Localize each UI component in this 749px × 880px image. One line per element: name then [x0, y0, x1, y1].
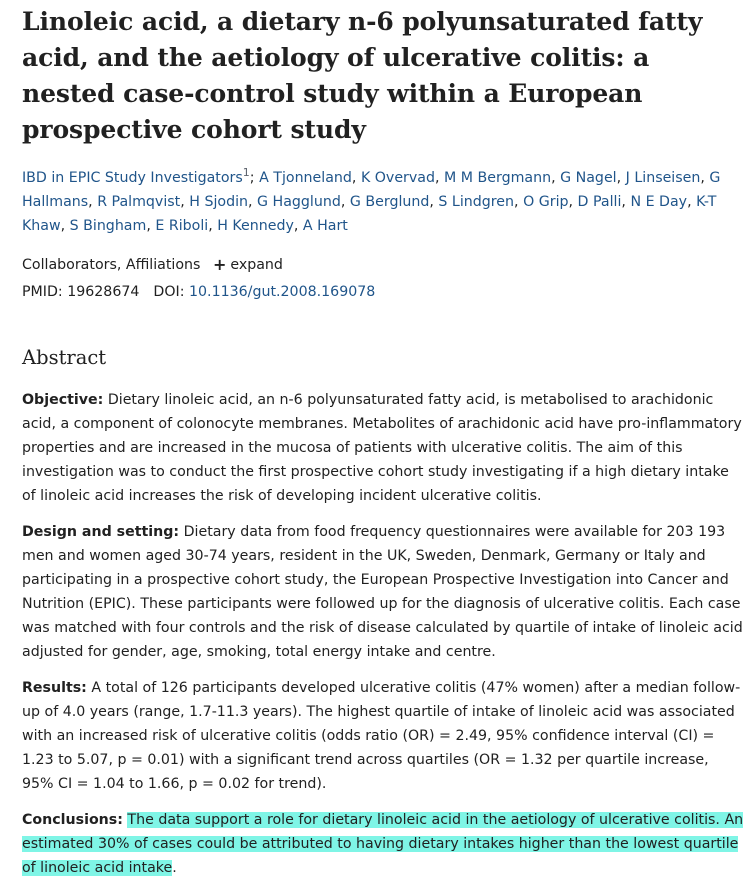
results-label: Results:	[22, 680, 87, 697]
author-list	[22, 166, 734, 238]
results-text: A total of 126 participants developed ulcerative colitis (47% women) after a median follow-up of 4.0 years (range, 1.7-11.3 years). The highest quartile of intake of linoleic acid was associated with an increased risk of ulcerative colitis (odds ratio (OR) = 2.49, 95% confidence interval (CI) = 1.23 to 5.07, p = 0.01) with a significant trend across quartiles (OR = 1.32 per quartile increase, 95% CI = 1.04 to 1.66, p = 0.02 for trend).	[22, 680, 741, 793]
author-comma: ,	[435, 170, 445, 186]
collaborators-row	[22, 252, 742, 277]
author-link[interactable]: G Hallmans	[22, 170, 721, 210]
author-link[interactable]: A Tjonneland	[259, 170, 352, 186]
author-link[interactable]: K-T Khaw	[22, 194, 717, 234]
design-text: Dietary data from food frequency questionnaires were available for 203 193 men and women aged 30-74 years, resident in the UK, Sweden, Denmark, Germany or Italy and participating in a prospective cohort study, the European Prospective Investigation into Cancer and Nutrition (EPIC). These participants were followed up for the diagnosis of ulcerative colitis. Each case was matched with four controls and the risk of disease calculated by quartile of intake of linoleic acid adjusted for gender, age, smoking, total energy intake and centre.	[22, 524, 743, 661]
pmid-label: PMID:	[22, 284, 63, 300]
author-comma: ,	[700, 170, 710, 186]
author-separator: ;	[249, 170, 255, 186]
author-link[interactable]: R Palmqvist	[97, 194, 181, 210]
pmid-value: 19628674	[67, 284, 140, 300]
conclusions-highlighted-text: The data support a role for dietary linoleic acid in the aetiology of ulcerative colitis. An estimated 30% of cases could be attributed to having dietary intakes higher than the lowest quartile of linoleic acid intake	[22, 812, 744, 877]
plus-icon: +	[212, 255, 227, 274]
author-link[interactable]: G Nagel	[560, 170, 617, 186]
objective-label: Objective:	[22, 392, 104, 409]
author-link[interactable]: O Grip	[523, 194, 569, 210]
article-page	[22, 0, 742, 880]
author-comma: ,	[293, 218, 303, 234]
author-comma: ,	[616, 170, 626, 186]
author-link[interactable]: H Sjodin	[189, 194, 249, 210]
author-comma: ,	[146, 218, 156, 234]
author-link[interactable]: S Lindgren	[438, 194, 515, 210]
author-link[interactable]: J Linseisen	[625, 170, 701, 186]
objective-text: Dietary linoleic acid, an n-6 polyunsaturated fatty acid, is metabolised to arachidonic acid, a component of colonocyte membranes. Metabolites of arachidonic acid have pro-inflammatory properties and are increased in the mucosa of patients with ulcerative colitis. The aim of this investigation was to conduct the first prospective cohort study investigating if a high dietary intake of linoleic acid increases the risk of developing incident ulcerative colitis.	[22, 392, 742, 505]
author-comma: ,	[248, 194, 258, 210]
author-comma: ,	[340, 194, 350, 210]
author-comma: ,	[88, 194, 98, 210]
conclusions-trailing: .	[172, 860, 177, 877]
design-label: Design and setting:	[22, 524, 180, 541]
conclusions-label: Conclusions:	[22, 812, 123, 829]
author-link[interactable]: H Kennedy	[217, 218, 294, 234]
author-comma: ,	[351, 170, 361, 186]
author-comma: ,	[180, 194, 190, 210]
author-link[interactable]: A Hart	[302, 218, 348, 234]
author-comma: ,	[429, 194, 439, 210]
expand-button[interactable]	[213, 252, 283, 277]
author-link[interactable]: G Berglund	[349, 194, 430, 210]
doi-label: DOI:	[153, 284, 185, 300]
abstract-heading: Abstract	[22, 346, 107, 369]
author-link[interactable]: G Hagglund	[257, 194, 341, 210]
author-link[interactable]: N E Day	[630, 194, 688, 210]
collaborators-affiliations-label: Collaborators, Affiliations	[22, 257, 201, 273]
author-link[interactable]: D Palli	[577, 194, 622, 210]
affiliation-marker[interactable]: 1	[242, 166, 250, 179]
author-comma: ,	[551, 170, 561, 186]
author-comma: ,	[208, 218, 218, 234]
doi-link[interactable]: 10.1136/gut.2008.169078	[189, 284, 376, 300]
abstract-results	[22, 676, 744, 796]
author-comma: ,	[60, 218, 70, 234]
author-comma: ,	[621, 194, 631, 210]
author-link[interactable]: E Riboli	[155, 218, 209, 234]
author-comma: ,	[687, 194, 697, 210]
author-comma: ,	[568, 194, 578, 210]
author-group-link[interactable]: IBD in EPIC Study Investigators	[22, 170, 243, 186]
abstract-objective	[22, 388, 744, 508]
abstract-conclusions	[22, 808, 744, 880]
author-link[interactable]: S Bingham	[69, 218, 147, 234]
identifiers-row	[22, 280, 742, 304]
expand-label: expand	[230, 257, 283, 273]
author-link[interactable]: M M Bergmann	[444, 170, 552, 186]
author-comma: ,	[514, 194, 524, 210]
article-title: Linoleic acid, a dietary n-6 polyunsaturated fatty acid, and the aetiology of ulcerative colitis: a nested case-control study within a European prospective cohort study	[22, 7, 703, 144]
abstract-design	[22, 520, 744, 664]
author-link[interactable]: K Overvad	[360, 170, 435, 186]
